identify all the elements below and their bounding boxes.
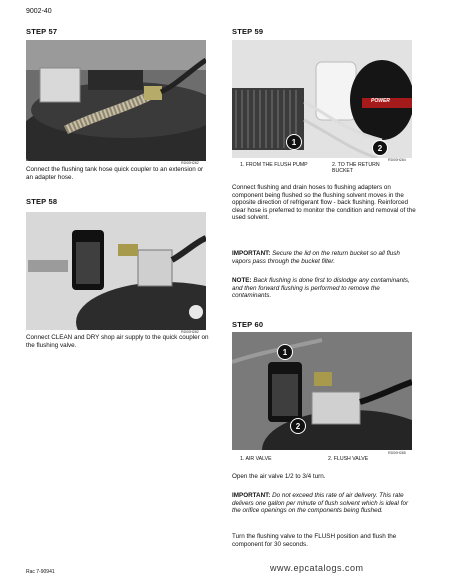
photo-brand-label: POWER [371, 98, 390, 104]
step-60-photo [232, 332, 412, 450]
doc-code: Rac 7-90941 [26, 569, 55, 575]
step-59-important [232, 250, 416, 265]
step-58-caption: Connect CLEAN and DRY shop air supply to the quick coupler on the flushing valve. [26, 334, 209, 349]
step-60-label-1: 1. AIR VALVE [240, 456, 272, 462]
step-58-photo [26, 212, 206, 330]
important-label: IMPORTANT: [232, 492, 271, 499]
important-label: IMPORTANT: [232, 250, 271, 257]
marker-1: 1 [286, 134, 302, 150]
step-60-body-1: Open the air valve 1/2 to 3/4 turn. [232, 473, 326, 480]
step-58-heading: STEP 58 [26, 197, 58, 206]
step-57-heading: STEP 57 [26, 27, 58, 36]
note-text: Back flushing is done first to dislodge any contaminants, and then forward flushing is performed to remove the contaminants. [232, 277, 410, 300]
marker-1: 1 [277, 344, 293, 360]
step-57-photo-code: RD00H282 [181, 161, 199, 165]
marker-2: 2 [372, 140, 388, 156]
important-text: Do not exceed this rate of air delivery. This rate delivers one gallon per minute of flush solvent which is ideal for the orifice openings on the components being flushed. [232, 492, 409, 515]
step-59-photo [232, 40, 412, 158]
step-60-heading: STEP 60 [232, 320, 264, 329]
step-59-label-2: 2. TO THE RETURN BUCKET [332, 162, 380, 175]
important-text: Secure the lid on the return bucket so all flush vapors pass through the bucket filter. [232, 250, 400, 265]
step-58-photo-code: RD00H282 [181, 330, 199, 334]
step-60-photo-code: RD00H285 [388, 451, 406, 455]
step-59-photo-code: RD00H284 [388, 158, 406, 162]
step-57-photo [26, 40, 206, 161]
page-number: 9002-40 [26, 8, 52, 15]
step-59-heading: STEP 59 [232, 27, 264, 36]
step-59-body: Connect flushing and drain hoses to flushing adapters on component being flushed so the flushing solvent moves in the opposite direction of refrigerant flow - back flushing. Reinforced clear hose is preferred to monitor the condition and removal of the used solvent. [232, 184, 416, 222]
step-60-label-2: 2. FLUSH VALVE [328, 456, 369, 462]
marker-2: 2 [290, 418, 306, 434]
note-label: NOTE: [232, 277, 252, 284]
step-60-important [232, 492, 416, 515]
step-59-note [232, 277, 416, 300]
step-59-label-1: 1. FROM THE FLUSH PUMP [240, 162, 308, 168]
step-60-body-2: Turn the flushing valve to the FLUSH position and flush the component for 30 seconds. [232, 533, 397, 548]
step-57-caption: Connect the flushing tank hose quick coupler to an extension or an adapter hose. [26, 166, 204, 181]
watermark: www.epcatalogs.com [270, 563, 364, 573]
